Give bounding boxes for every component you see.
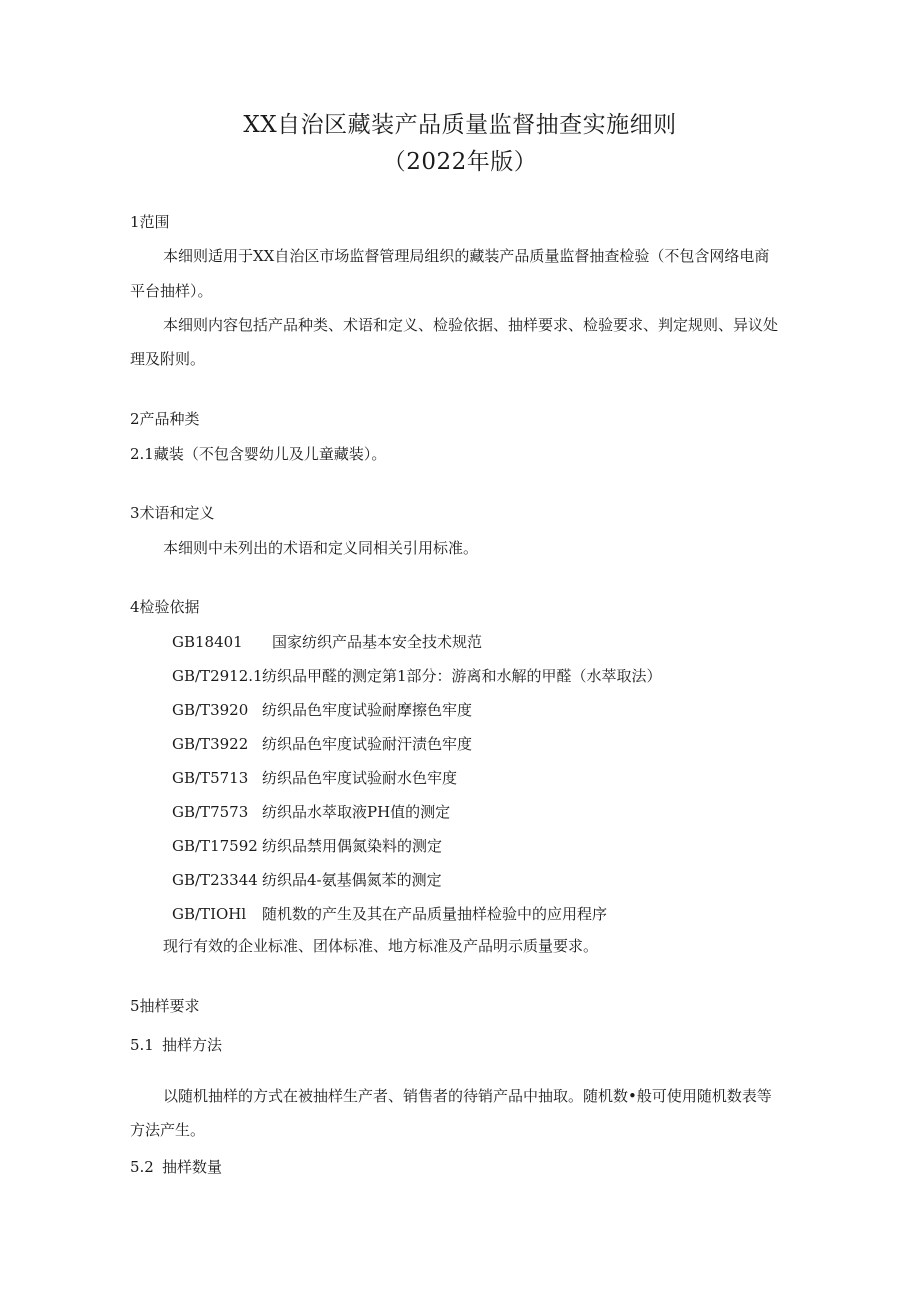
standard-name: 纺织品4-氨基偶氮苯的测定 [262,871,442,889]
section-2-heading: 2产品种类 [130,410,200,428]
section-4-note: 现行有效的企业标准、团体标准、地方标准及产品明示质量要求。 [163,937,599,955]
standard-name: 纺织品甲醛的测定第1部分：游离和水解的甲醛（水萃取法） [262,667,662,685]
section-5-2-title: 抽样数量 [162,1158,223,1176]
section-3-text: 本细则中未列出的术语和定义同相关引用标准。 [163,539,479,557]
section-2-item-1: 2.1藏装（不包含婴幼儿及儿童藏装）。 [130,445,387,463]
section-5-1-text-line-1: 以随机抽样的方式在被抽样生产者、销售者的待销产品中抽取。随机数•般可使用随机数表等 [163,1087,772,1105]
standard-name: 纺织品色牢度试验耐汗渍色牢度 [262,735,473,753]
document-title: XX自治区藏装产品质量监督抽查实施细则 [243,112,677,138]
standard-code: GB/T7573 [172,803,249,821]
document-subtitle: （2022年版） [382,149,538,175]
standard-code: GB/T5713 [172,769,249,787]
section-1-paragraph-1-line-1: 本细则适用于XX自治区市场监督管理局组织的藏装产品质量监督抽查检验（不包含网络电商 [163,247,770,265]
section-5-1-text-line-2: 方法产生。 [130,1121,206,1139]
standard-name: 纺织品水萃取液PH值的测定 [262,803,451,821]
section-1-paragraph-2-line-1: 本细则内容包括产品种类、术语和定义、检验依据、抽样要求、检验要求、判定规则、异议处 [163,316,779,334]
section-5-heading: 5抽样要求 [130,997,200,1015]
section-1-paragraph-2-line-2: 理及附则。 [130,350,206,368]
section-5-2-number: 5.2 [130,1158,154,1176]
standard-code: GB/T3920 [172,701,249,719]
standard-code: GB/T23344 [172,871,258,889]
standard-code: GB/T17592 [172,837,258,855]
standard-code: GB/T3922 [172,735,249,753]
section-3-heading: 3术语和定义 [130,504,215,522]
standard-name: 国家纺织产品基本安全技术规范 [272,633,483,651]
standard-name: 纺织品禁用偶氮染料的测定 [262,837,443,855]
section-5-1-number: 5.1 [130,1036,154,1054]
section-1-paragraph-1-line-2: 平台抽样）。 [130,282,213,300]
standard-name: 纺织品色牢度试验耐摩擦色牢度 [262,701,473,719]
section-5-1-title: 抽样方法 [162,1036,223,1054]
standard-name: 纺织品色牢度试验耐水色牢度 [262,769,458,787]
section-4-heading: 4检验依据 [130,598,200,616]
standard-code: GB/T2912.1 [172,667,263,685]
standard-code: GB/TIOHl [172,905,247,923]
section-1-heading: 1范围 [130,213,170,231]
standard-name: 随机数的产生及其在产品质量抽样检验中的应用程序 [262,905,608,923]
standard-code: GB18401 [172,633,243,651]
